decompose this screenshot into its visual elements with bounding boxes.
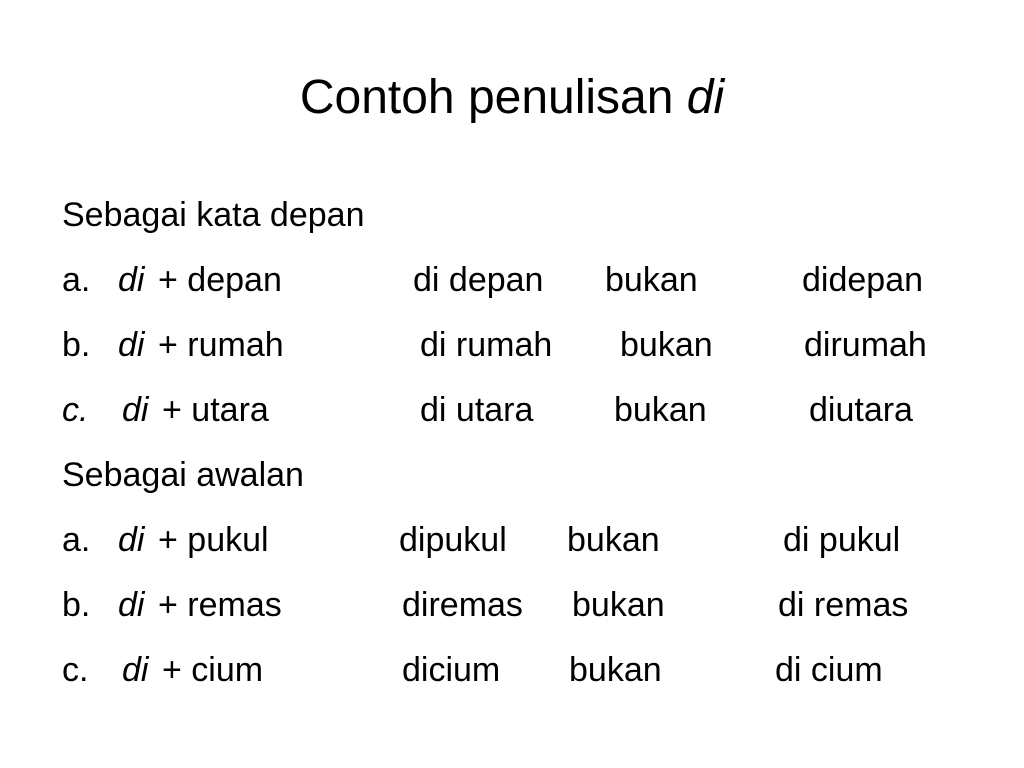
- row-incorrect: di remas: [778, 586, 909, 624]
- row-connector: bukan: [614, 391, 707, 429]
- row-connector: bukan: [605, 261, 698, 299]
- row-formula: + rumah: [158, 326, 284, 364]
- row-connector: bukan: [620, 326, 713, 364]
- title-main: Contoh penulisan: [299, 71, 674, 124]
- example-row: [62, 573, 972, 638]
- row-formula: + depan: [158, 261, 282, 299]
- row-correct: dicium: [402, 651, 501, 689]
- row-formula: + pukul: [158, 521, 269, 559]
- row-marker: a.: [62, 521, 91, 559]
- row-formula: + utara: [162, 391, 269, 429]
- row-prefix-word: di: [122, 651, 149, 689]
- row-incorrect: di pukul: [783, 521, 901, 559]
- row-marker: c.: [62, 391, 89, 429]
- section-heading-kata-depan: [62, 183, 972, 248]
- row-correct: di rumah: [420, 326, 553, 364]
- row-incorrect: di cium: [775, 651, 883, 689]
- section-heading-awalan: [62, 443, 972, 508]
- example-row: [62, 638, 972, 703]
- row-prefix-word: di: [122, 391, 149, 429]
- example-row: [62, 313, 972, 378]
- row-formula: + cium: [162, 651, 264, 689]
- row-correct: di depan: [413, 261, 544, 299]
- row-marker: a.: [62, 261, 91, 299]
- row-connector: bukan: [572, 586, 665, 624]
- row-incorrect: didepan: [802, 261, 924, 299]
- row-marker: b.: [62, 326, 91, 364]
- row-correct: dipukul: [399, 521, 507, 559]
- row-connector: bukan: [567, 521, 660, 559]
- slide-title: [0, 60, 1024, 136]
- row-prefix-word: di: [118, 521, 145, 559]
- row-prefix-word: di: [118, 326, 145, 364]
- row-correct: di utara: [420, 391, 534, 429]
- row-prefix-word: di: [118, 586, 145, 624]
- row-marker: b.: [62, 586, 91, 624]
- slide-body: [62, 183, 972, 703]
- example-row: [62, 248, 972, 313]
- section-heading: Sebagai kata depan: [62, 196, 365, 234]
- row-incorrect: dirumah: [804, 326, 927, 364]
- row-formula: + remas: [158, 586, 282, 624]
- title-emphasis: di: [686, 71, 725, 124]
- row-marker: c.: [62, 651, 89, 689]
- example-row: [62, 508, 972, 573]
- section-heading: Sebagai awalan: [62, 456, 304, 494]
- row-correct: diremas: [402, 586, 523, 624]
- row-prefix-word: di: [118, 261, 145, 299]
- example-row: [62, 378, 972, 443]
- row-connector: bukan: [569, 651, 662, 689]
- row-incorrect: diutara: [809, 391, 913, 429]
